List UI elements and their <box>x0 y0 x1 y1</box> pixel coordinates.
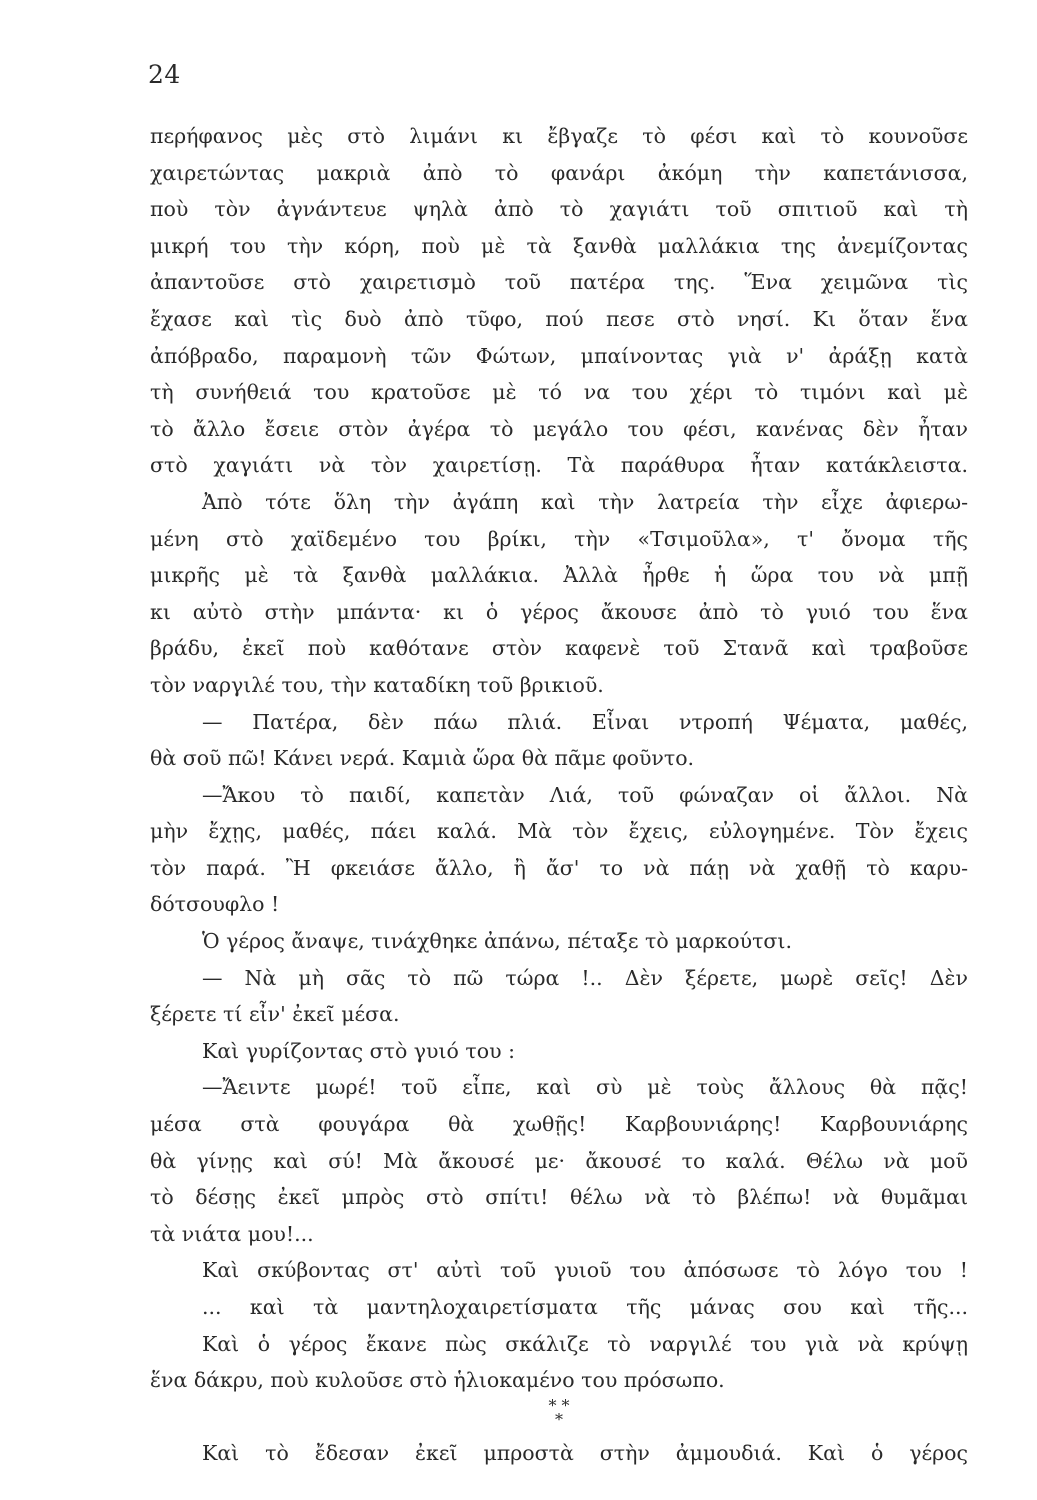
text-line: ἕνα δάκρυ, ποὺ κυλοῦσε στὸ ἡλιοκαμένο του πρόσωπο. <box>150 1368 725 1393</box>
text-line: μέσα στὰ φουγάρα θὰ χωθῇς! Καρβουνιάρης! Καρβουνιάρης <box>150 1112 968 1137</box>
text-line: —Ἄειντε μωρέ! τοῦ εἶπε, καὶ σὺ μὲ τοὺς ἄλλους θὰ πᾷς! <box>202 1075 968 1100</box>
text-line: τὰ νιάτα μου!... <box>150 1221 314 1246</box>
text-line: στὸ χαγιάτι νὰ τὸν χαιρετίσῃ. Τὰ παράθυρα ἦταν κατάκλειστα. <box>150 453 968 478</box>
section-separator <box>150 1395 968 1436</box>
text-line: τὸν παρά. Ἢ φκειάσε ἄλλο, ἢ ἄσ' το νὰ πάῃ νὰ χαθῇ τὸ καρυ- <box>150 855 968 880</box>
text-line: περήφανος μὲς στὸ λιμάνι κι ἔβγαζε τὸ φέσι καὶ τὸ κουνοῦσε <box>150 124 968 148</box>
separator-star-bottom: * <box>555 1409 563 1429</box>
text-line: τὸ ἄλλο ἔσειε στὸν ἀγέρα τὸ μεγάλο του φέσι, κανένας δὲν ἦταν <box>150 416 968 441</box>
text-line: μικρή του τὴν κόρη, ποὺ μὲ τὰ ξανθὰ μαλλάκια της ἀνεμίζοντας <box>150 233 968 258</box>
text-line: θὰ σοῦ πῶ! Κάνει νερά. Καμιὰ ὥρα θὰ πᾶμε φοῦντο. <box>150 746 695 771</box>
text-line: ποὺ τὸν ἀγνάντευε ψηλὰ ἀπὸ τὸ χαγιάτι τοῦ σπιτιοῦ καὶ τὴ <box>150 197 968 222</box>
text-line: κι αὐτὸ στὴν μπάντα· κι ὁ γέρος ἄκουσε ἀπὸ τὸ γυιό του ἕνα <box>150 599 968 624</box>
text-line: Ὁ γέρος ἄναψε, τινάχθηκε ἀπάνω, πέταξε τὸ μαρκούτσι. <box>202 929 792 954</box>
text-line: δότσουφλο ! <box>150 892 280 917</box>
text-line: Ἀπὸ τότε ὅλη τὴν ἀγάπη καὶ τὴν λατρεία τὴν εἶχε ἀφιερω- <box>202 489 968 514</box>
text-line: βράδυ, ἐκεῖ ποὺ καθότανε στὸν καφενὲ τοῦ Στανᾶ καὶ τραβοῦσε <box>150 636 968 661</box>
text-line: — Πατέρα, δὲν πάω πλιά. Εἶναι ντροπή Ψέματα, μαθές, <box>202 709 968 734</box>
text-line: μὴν ἔχῃς, μαθές, πάει καλά. Μὰ τὸν ἔχεις, εὐλογημένε. Τὸν ἔχεις <box>150 819 968 844</box>
text-line: — Νὰ μὴ σᾶς τὸ πῶ τώρα !.. Δὲν ξέρετε, μωρὲ σεῖς! Δὲν <box>202 965 968 990</box>
text-line: Καὶ ὁ γέρος ἔκανε πὼς σκάλιζε τὸ ναργιλέ του γιὰ νὰ κρύψῃ <box>202 1331 968 1356</box>
text-line: χαιρετώντας μακριὰ ἀπὸ τὸ φανάρι ἀκόμη τὴν καπετάνισσα, <box>150 160 968 185</box>
text-line: ἀπόβραδο, παραμονὴ τῶν Φώτων, μπαίνοντας γιὰ ν' ἀράξῃ κατὰ <box>150 343 968 368</box>
text-line: τὸ δέσῃς ἐκεῖ μπρὸς στὸ σπίτι! θέλω νὰ τὸ βλέπω! νὰ θυμᾶμαι <box>150 1185 968 1210</box>
text-line: ἀπαντοῦσε στὸ χαιρετισμὸ τοῦ πατέρα της. Ἕνα χειμῶνα τὶς <box>150 270 968 295</box>
text-line: τὸν ναργιλέ του, τὴν καταδίκη τοῦ βρικιοῦ. <box>150 672 604 697</box>
text-line: Καὶ γυρίζοντας στὸ γυιό του : <box>202 1038 515 1063</box>
text-line: ἔχασε καὶ τὶς δυὸ ἀπὸ τῦφο, πού πεσε στὸ νησί. Κι ὅταν ἕνα <box>150 306 968 331</box>
body-text <box>150 118 968 1472</box>
page-number: 24 <box>148 60 181 89</box>
text-line: ... καὶ τὰ μαντηλοχαιρετίσματα τῆς μάνας σου καὶ τῆς... <box>202 1295 968 1319</box>
text-line: θὰ γίνῃς καὶ σύ! Μὰ ἄκουσέ με· ἄκουσέ το καλά. Θέλω νὰ μοῦ <box>150 1148 968 1173</box>
separator-stars-top: * * <box>548 1395 570 1415</box>
text-line: τὴ συνήθειά του κρατοῦσε μὲ τό να του χέρι τὸ τιμόνι καὶ μὲ <box>150 380 968 405</box>
text-line: Καὶ τὸ ἔδεσαν ἐκεῖ μπροστὰ στὴν ἀμμουδιά. Καὶ ὁ γέρος <box>202 1441 968 1466</box>
text-line: μικρῆς μὲ τὰ ξανθὰ μαλλάκια. Ἀλλὰ ἦρθε ἡ ὥρα του νὰ μπῇ <box>150 563 968 588</box>
text-line: μένη στὸ χαϊδεμένο του βρίκι, τὴν «Τσιμοῦλα», τ' ὄνομα τῆς <box>150 526 968 551</box>
text-line: Καὶ σκύβοντας στ' αὐτὶ τοῦ γυιοῦ του ἀπόσωσε τὸ λόγο του ! <box>202 1258 968 1283</box>
text-line: —Ἄκου τὸ παιδί, καπετὰν Λιά, τοῦ φώναζαν οἱ ἄλλοι. Νὰ <box>202 782 968 807</box>
text-line: ξέρετε τί εἶν' ἐκεῖ μέσα. <box>150 1002 400 1027</box>
